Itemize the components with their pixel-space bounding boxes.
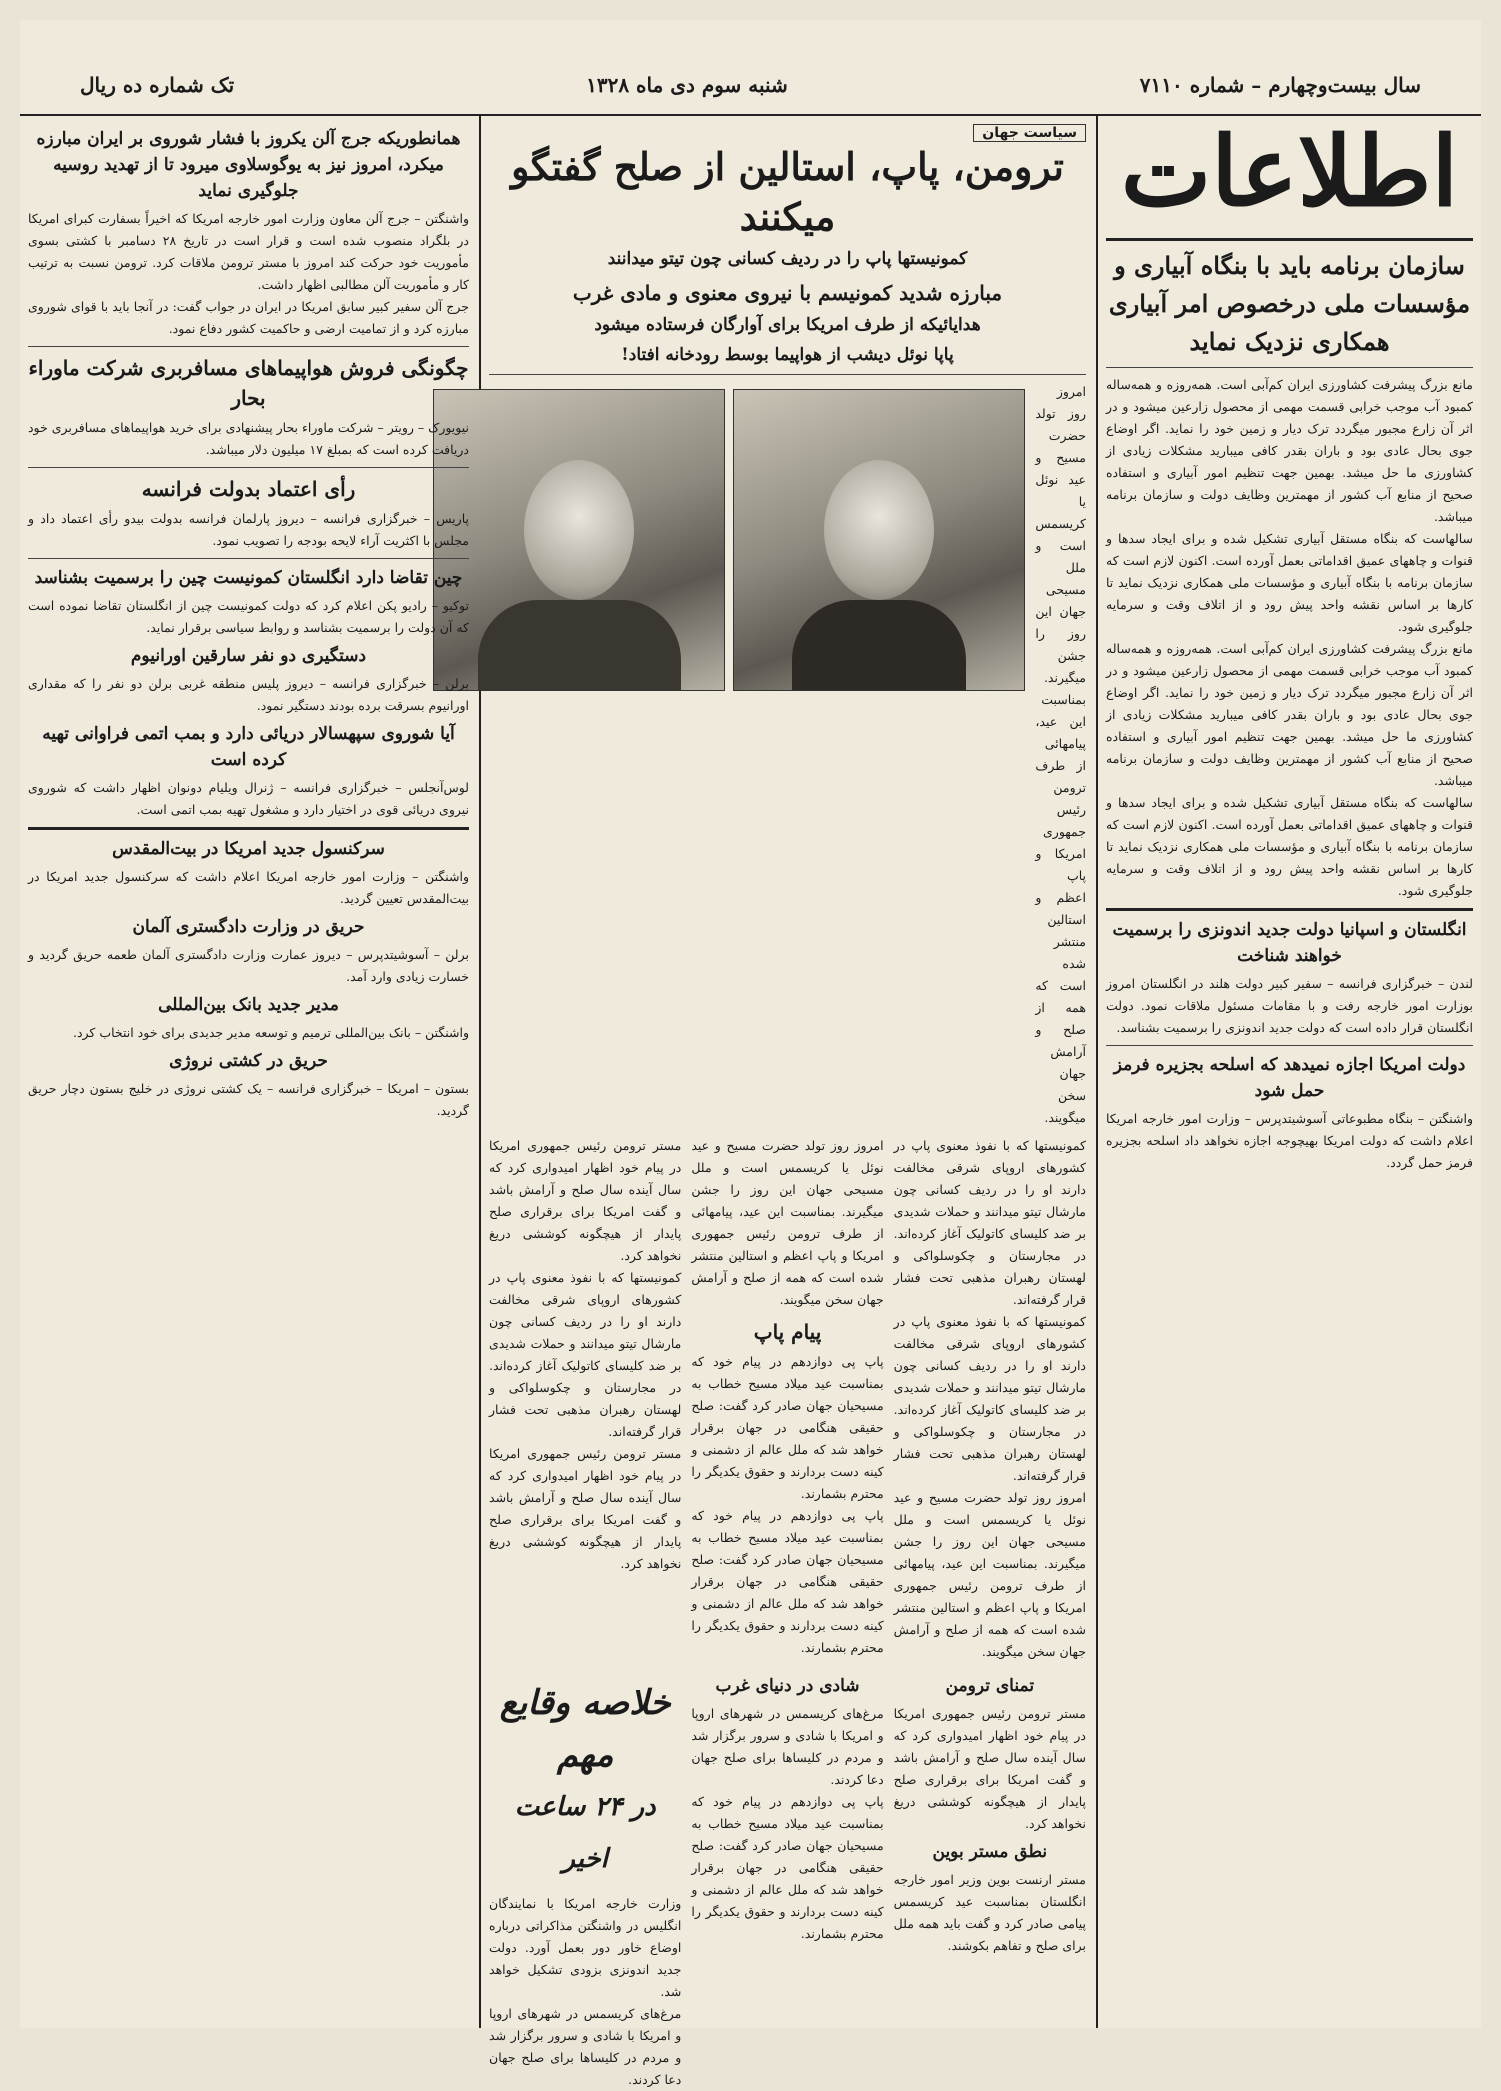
middle-body-6: مرغ‌های کریسمس در شهرهای اروپا و امریکا با شادی و سرور برگزار شد و مردم در کلیساها برای صلح جهان دعا کردند. <box>691 1706 884 1787</box>
middle-body-4c: مستر ترومن رئیس جمهوری امریکا در پیام خود اظهار امیدواری کرد که سال آینده سال صلح و آرامش باشد و گفت امریکا برای برقراری صلح پایدار از هیچگونه کوششی دریغ نخواهد کرد. <box>489 1446 682 1571</box>
photo-pair <box>433 389 1025 1129</box>
left-headline-7: سرکنسول جدید امریکا در بیت‌المقدس <box>112 839 385 859</box>
left-body-10: واشنگتن – بانک بین‌المللی ترمیم و توسعه مدیر جدیدی برای خود انتخاب کرد. <box>72 1025 469 1040</box>
summary-title-1: خلاصه وقایع مهم <box>499 1683 671 1775</box>
middle-body-1: امروز روز تولد حضرت مسیح و عید نوئل یا کریسمس است و ملل مسیحی جهان این روز را جشن میگیرند. بمناسبت این عید، پیامهائی از طرف ترومن رئیس جمهوری امریکا و پاپ اعظم و استالین منتشر شده است که همه از صلح و آرامش جهان سخن میگویند. <box>1035 384 1086 1125</box>
left-headline-6: آیا شوروی سپهسالار دریائی دارد و بمب اتمی فراوانی تهیه کرده است <box>42 724 455 770</box>
middle-body-2c: امروز روز تولد حضرت مسیح و عید نوئل یا کریسمس است و ملل مسیحی جهان این روز را جشن میگیرند. بمناسبت این عید، پیامهائی از طرف ترومن رئیس جمهوری امریکا و پاپ اعظم و استالین منتشر شده است که همه از صلح و آرامش جهان سخن میگویند. <box>893 1490 1086 1659</box>
left-headline-3: رأی اعتماد بدولت فرانسه <box>141 477 356 501</box>
issue-date: شنبه سوم دی ماه ۱۳۲۸ <box>586 73 788 97</box>
left-headline-1: همانطوریکه جرج آلن یکروز با فشار شوروی بر ایران مبارزه میکرد، امروز نیز به یوگوسلاوی میرود تا از تهدید روسیه جلوگیری نماید <box>36 129 461 201</box>
summary-title-box <box>489 1677 681 1885</box>
right-body-3: لندن – خبرگزاری فرانسه – سفیر کبیر دولت هلند در انگلستان امروز بوزارت امور خارجه رفت و با مقامات مسئول ملاقات نمود. دولت انگلستان قرار داده است که دولت جدید اندونزی را برسمیت بشناسد. <box>1106 976 1473 1035</box>
middle-body-3: پاپ پی دوازدهم در پیام خود که بمناسبت عید میلاد مسیح خطاب به مسیحیان جهان صادر کرد گفت: صلح حقیقی هنگامی در جهان برقرار خواهد شد که ملل عالم از دشمنی و کینه دست بردارند و حقوق یکدیگر را محترم بشمارند. <box>691 1354 884 1501</box>
photo-truman <box>733 389 1025 691</box>
middle-sub-headline-2: تمنای ترومن <box>945 1676 1035 1696</box>
right-body-4: واشنگتن – بنگاه مطبوعاتی آسوشیتدپرس – وزارت امور خارجه امریکا اعلام داشت که دولت امریکا بهیچوجه اجازه نخواهد داد اسلحه بجزیره فرمز حمل گردد. <box>1106 1111 1473 1170</box>
middle-body-7: مستر ارنست بوین وزیر امور خارجه انگلستان بمناسبت عید کریسمس پیامی صادر کرد و گفت باید همه ملل برای صلح و تفاهم بکوشند. <box>893 1872 1086 1953</box>
middle-body-5: وزارت خارجه امریکا با نمایندگان انگلیس در واشنگتن مذاکراتی درباره اوضاع خاور دور بعمل آورد. دولت جدید اندونزی بزودی تشکیل خواهد شد. <box>489 1896 682 1999</box>
middle-sub-headline: پیام پاپ <box>753 1320 822 1344</box>
left-headline-9: مدیر جدید بانک بین‌المللی <box>158 995 339 1015</box>
left-body-6: برلن – خبرگزاری فرانسه – دیروز پلیس منطقه غربی برلن دو نفر را که مقداری اورانیوم بسرقت برده بودند دستگیر نمود. <box>28 676 469 713</box>
left-body-3: نیویورک – رویتر – شرکت ماوراء بحار پیشنهادی برای خرید هواپیماهای مسافربری خود دریافت کرده است که بمبلغ ۱۷ میلیون دلار میباشد. <box>27 420 469 457</box>
left-body-7: لوس‌آنجلس – خبرگزاری فرانسه – ژنرال ویلیام دونوان اظهار داشت که شوروی نیروی دریائی قوی در اختیار دارد و مشغول تهیه بمب اتمی است. <box>28 780 469 817</box>
right-main-headline: سازمان برنامه باید با بنگاه آبیاری و مؤسسات ملی درخصوص امر آبیاری همکاری نزدیک نماید <box>1108 251 1471 356</box>
left-body-1: واشنگتن – جرج آلن معاون وزارت امور خارجه امریکا که اخیراً بسفارت کبرای امریکا در بلگراد منصوب شده است و قرار است در تاریخ ۲۸ دسامبر با کشتی بسوی مأموریت خود حرکت کند امروز با مستر ترومن ملاقات کرد. ترومن نسبت به ترتیب کار و مأموریت آلن مطالبی اظهار داشت. <box>28 211 469 292</box>
middle-subhead-3: هدایائیکه از طرف امریکا برای آوارگان فرستاده میشود <box>594 315 981 335</box>
middle-lower-text <box>489 1135 1086 1663</box>
left-body-2: جرج آلن سفیر کبیر سابق امریکا در ایران در جواب گفت: در آنجا باید با قوای شوروی مبارزه کرد و از تمامیت ارضی و حاکمیت کشور دفاع نمود. <box>28 299 469 336</box>
middle-main-headline: ترومن، پاپ، استالین از صلح گفتگو میکنند <box>511 144 1064 239</box>
right-body-1b: مانع بزرگ پیشرفت کشاورزی ایران کم‌آبی است. همه‌روزه و همه‌ساله کمبود آب موجب خرابی قسمت مهمی از محصول زارعین میشود و در اثر آن زارع مجبور میگردد ترک دیار و زمین خود را نماید. اگر اوضاع جوی بحال عادی بود و باران بقدر کافی میبارید مشکلات زیادی از کشاورزی ما حل میشد. بهمین جهت تنظیم امور آبیاری و استفاده صحیح از منابع آب کشور از مهمترین وظایف دولت و سازمان برنامه میباشد. <box>1106 641 1473 788</box>
left-headline-10: حریق در کشتی نروژی <box>169 1051 328 1071</box>
issue-number: سال بیست‌وچهارم – شماره ۷۱۱۰ <box>1139 73 1421 97</box>
right-column <box>1096 116 1481 2028</box>
middle-subhead-1: کمونیستها پاپ را در ردیف کسانی چون تیتو میدانند <box>607 249 968 269</box>
middle-subhead-2: مبارزه شدید کمونیسم با نیروی معنوی و مادی غرب <box>572 281 1003 305</box>
left-headline-2: چگونگی فروش هواپیماهای مسافربری شرکت ماوراء بحار <box>28 356 469 410</box>
middle-body-4d: مستر ترومن رئیس جمهوری امریکا در پیام خود اظهار امیدواری کرد که سال آینده سال صلح و آرامش باشد و گفت امریکا برای برقراری صلح پایدار از هیچگونه کوششی دریغ نخواهد کرد. <box>893 1706 1086 1831</box>
left-body-4: پاریس – خبرگزاری فرانسه – دیروز پارلمان فرانسه بدولت بیدو رأی اعتماد داد و مجلس با اکثریت آراء لایحه بودجه را تصویب نمود. <box>28 511 469 548</box>
left-body-9: برلن – آسوشیتدپرس – دیروز عمارت وزارت دادگستری آلمان طعمه حریق گردید و خسارت زیادی وارد آمد. <box>28 947 469 984</box>
issue-price: تک شماره ده ریال <box>80 73 235 97</box>
right-body-2: سالهاست که بنگاه مستقل آبیاری تشکیل شده و برای ایجاد سدها و قنوات و چاههای عمیق اقداماتی بعمل آورده است. اکنون لازم است که سازمان برنامه با بنگاه آبیاری و مؤسسات ملی همکاری نزدیک نماید تا کارها بر اساس نقشه واحد پیش رود و از اتلاف وقت و سرمایه جلوگیری شود. <box>1106 531 1473 634</box>
middle-body-4: مستر ترومن رئیس جمهوری امریکا در پیام خود اظهار امیدواری کرد که سال آینده سال صلح و آرامش باشد و گفت امریکا برای برقراری صلح پایدار از هیچگونه کوششی دریغ نخواهد کرد. <box>489 1138 682 1263</box>
middle-body-3b: پاپ پی دوازدهم در پیام خود که بمناسبت عید میلاد مسیح خطاب به مسیحیان جهان صادر کرد گفت: صلح حقیقی هنگامی در جهان برقرار خواهد شد که ملل عالم از دشمنی و کینه دست بردارند و حقوق یکدیگر را محترم بشمارند. <box>691 1508 884 1655</box>
left-headline-5: دستگیری دو نفر سارقین اورانیوم <box>130 646 367 666</box>
summary-title-2: در ۲۴ ساعت اخیر <box>514 1792 656 1874</box>
right-sub-headline-2: دولت امریکا اجازه نمیدهد که اسلحه بجزیره فرمز حمل شود <box>1113 1055 1466 1101</box>
middle-sub-headline-4: نطق مستر بوین <box>932 1842 1048 1862</box>
right-sub-headline: انگلستان و اسپانیا دولت جدید اندونزی را برسمیت خواهند شناخت <box>1112 920 1467 966</box>
left-body-8: واشنگتن – وزارت امور خارجه امریکا اعلام داشت که سرکنسول جدید امریکا در بیت‌المقدس تعیین گردید. <box>28 869 469 906</box>
middle-column <box>479 116 1094 2087</box>
left-body-11: بستون – امریکا – خبرگزاری فرانسه – یک کشتی نروژی در خلیج بستون دچار حریق گردید. <box>28 1081 469 1118</box>
middle-body-5b: مرغ‌های کریسمس در شهرهای اروپا و امریکا با شادی و سرور برگزار شد و مردم در کلیساها برای صلح جهان دعا کردند. <box>489 2006 682 2087</box>
middle-body-4b: کمونیستها که با نفوذ معنوی پاپ در کشورهای اروپای شرقی مخالفت دارند او را در ردیف کسانی چون مارشال تیتو میدانند و حملات شدیدی بر ضد کلیسای کاتولیک آغاز کرده‌اند. در مجارستان و چکوسلواکی و لهستان رهبران مذهبی تحت فشار قرار گرفته‌اند. <box>489 1270 682 1439</box>
middle-body-2: کمونیستها که با نفوذ معنوی پاپ در کشورهای اروپای شرقی مخالفت دارند او را در ردیف کسانی چون مارشال تیتو میدانند و حملات شدیدی بر ضد کلیسای کاتولیک آغاز کرده‌اند. در مجارستان و چکوسلواکی و لهستان رهبران مذهبی تحت فشار قرار گرفته‌اند. <box>893 1138 1086 1307</box>
middle-sub-headline-3: شادی در دنیای غرب <box>715 1676 860 1696</box>
top-info-strip <box>20 60 1481 110</box>
middle-upper-text <box>489 381 1086 1129</box>
right-body-1: مانع بزرگ پیشرفت کشاورزی ایران کم‌آبی است. همه‌روزه و همه‌ساله کمبود آب موجب خرابی قسمت مهمی از محصول زارعین میشود و در اثر آن زارع مجبور میگردد ترک دیار و زمین خود را نماید. اگر اوضاع جوی بحال عادی بود و باران بقدر کافی میبارید مشکلات زیادی از کشاورزی ما حل میشد. بهمین جهت تنظیم امور آبیاری و استفاده صحیح از منابع آب کشور از مهمترین وظایف دولت و سازمان برنامه میباشد. <box>1106 377 1473 524</box>
left-column <box>20 116 477 2028</box>
middle-subhead-4: پاپا نوئل دیشب از هواپیما بوسط رودخانه افتاد! <box>621 345 954 365</box>
section-kicker: سیاست جهان <box>973 124 1086 142</box>
columns <box>20 115 1481 2087</box>
right-body-2b: سالهاست که بنگاه مستقل آبیاری تشکیل شده و برای ایجاد سدها و قنوات و چاههای عمیق اقداماتی بعمل آورده است. اکنون لازم است که سازمان برنامه با بنگاه آبیاری و مؤسسات ملی همکاری نزدیک نماید تا کارها بر اساس نقشه واحد پیش رود و از اتلاف وقت و سرمایه جلوگیری شود. <box>1106 795 1473 898</box>
newspaper-page <box>20 20 1481 2087</box>
left-headline-4: چین تقاضا دارد انگلستان کمونیست چین را برسمیت بشناسد <box>34 568 463 588</box>
left-body-5: توکیو – رادیو پکن اعلام کرد که دولت کمونیست چین از انگلستان تقاضا نموده است که آن دولت را برسمیت بشناسد و روابط سیاسی برقرار نماید. <box>28 598 469 635</box>
middle-body-6b: پاپ پی دوازدهم در پیام خود که بمناسبت عید میلاد مسیح خطاب به مسیحیان جهان صادر کرد گفت: صلح حقیقی هنگامی در جهان برقرار خواهد شد که ملل عالم از دشمنی و کینه دست بردارند و حقوق یکدیگر را محترم بشمارند. <box>691 1794 884 1941</box>
photo-pope <box>433 389 725 691</box>
middle-body-2d: امروز روز تولد حضرت مسیح و عید نوئل یا کریسمس است و ملل مسیحی جهان این روز را جشن میگیرند. بمناسبت این عید، پیامهائی از طرف ترومن رئیس جمهوری امریکا و پاپ اعظم و استالین منتشر شده است که همه از صلح و آرامش جهان سخن میگویند. <box>691 1138 884 1307</box>
middle-body-2b: کمونیستها که با نفوذ معنوی پاپ در کشورهای اروپای شرقی مخالفت دارند او را در ردیف کسانی چون مارشال تیتو میدانند و حملات شدیدی بر ضد کلیسای کاتولیک آغاز کرده‌اند. در مجارستان و چکوسلواکی و لهستان رهبران مذهبی تحت فشار قرار گرفته‌اند. <box>893 1314 1086 1483</box>
masthead: اطلاعات <box>1120 115 1459 228</box>
left-headline-8: حریق در وزارت دادگستری آلمان <box>132 917 365 937</box>
middle-bottom-text <box>489 1669 1086 2091</box>
